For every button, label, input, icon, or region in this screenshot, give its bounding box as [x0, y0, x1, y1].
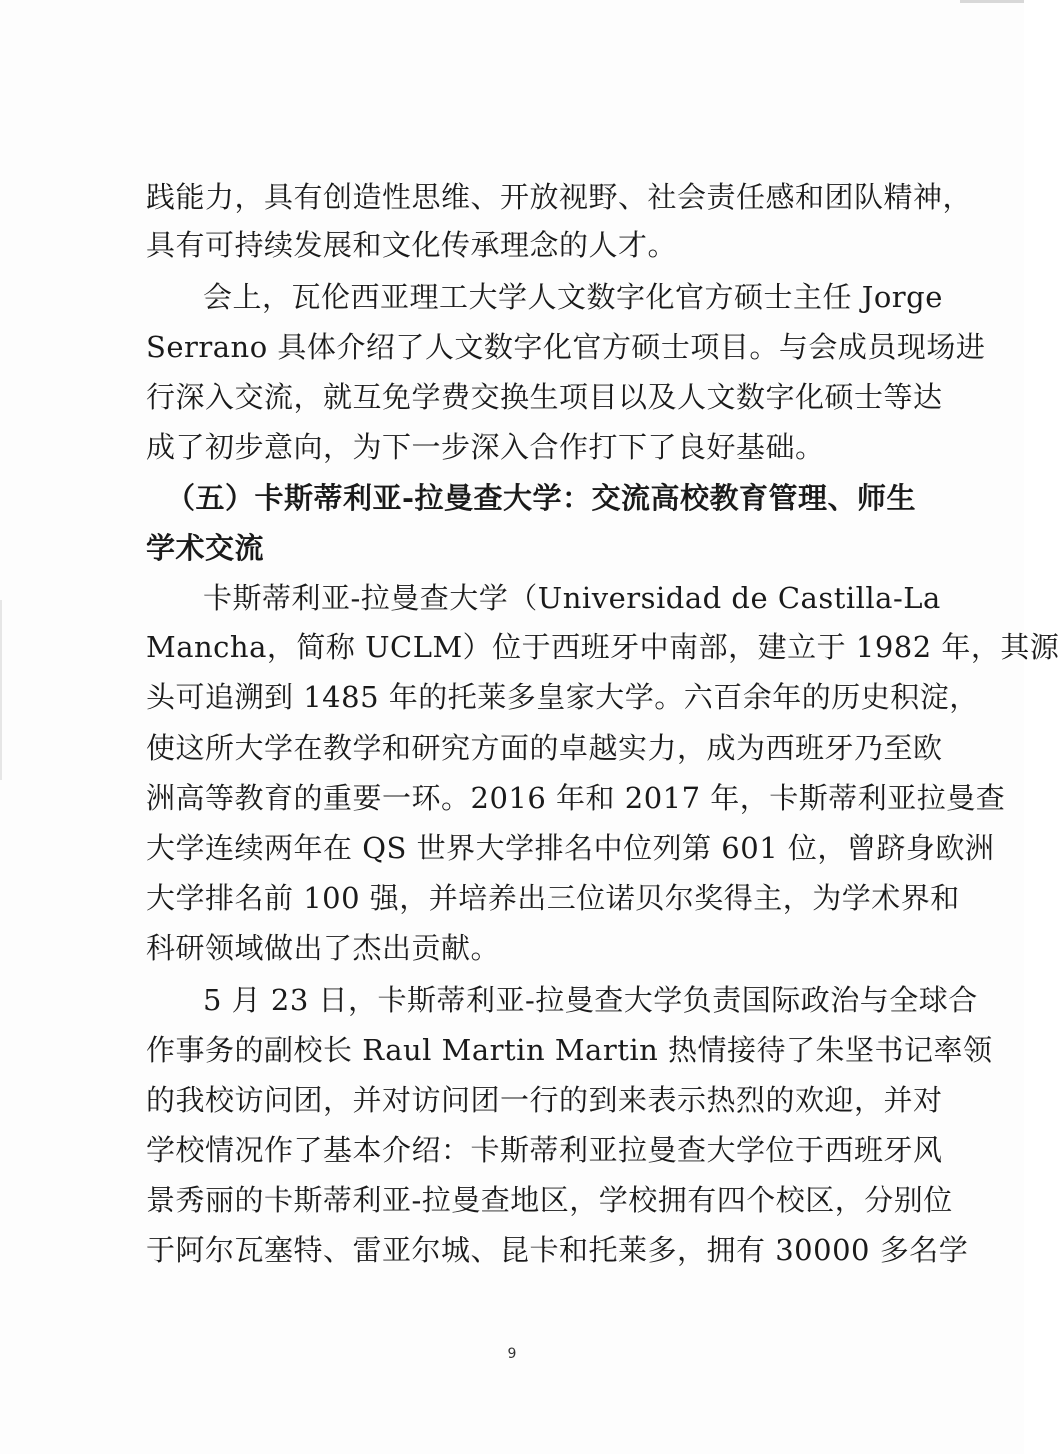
body-line: 头可追溯到 1485 年的托莱多皇家大学。六百余年的历史积淀， [146, 680, 979, 714]
body-line: 作事务的副校长 Raul Martin Martin 热情接待了朱坚书记率领 [146, 1033, 993, 1067]
body-line: 5 月 23 日，卡斯蒂利亚-拉曼查大学负责国际政治与全球合 [203, 983, 978, 1017]
body-line: 于阿尔瓦塞特、雷亚尔城、昆卡和托莱多，拥有 30000 多名学 [146, 1233, 969, 1267]
body-line: 大学连续两年在 QS 世界大学排名中位列第 601 位，曾跻身欧洲 [146, 831, 995, 865]
body-line: 学校情况作了基本介绍：卡斯蒂利亚拉曼查大学位于西班牙风 [146, 1133, 943, 1167]
body-line: 使这所大学在教学和研究方面的卓越实力，成为西班牙乃至欧 [146, 731, 943, 765]
scan-edge-shadow [0, 600, 2, 780]
section-heading: 学术交流 [146, 531, 265, 565]
body-line: 景秀丽的卡斯蒂利亚-拉曼查地区，学校拥有四个校区，分别位 [146, 1183, 953, 1217]
body-line: 大学排名前 100 强，并培养出三位诺贝尔奖得主，为学术界和 [146, 881, 960, 915]
body-line: 成了初步意向，为下一步深入合作打下了良好基础。 [146, 430, 825, 464]
page-number: 9 [507, 1346, 517, 1362]
body-line: 具有可持续发展和文化传承理念的人才。 [146, 228, 678, 262]
section-heading: （五）卡斯蒂利亚-拉曼查大学：交流高校教育管理、师生 [166, 481, 917, 515]
body-line: 践能力，具有创造性思维、开放视野、社会责任感和团队精神， [146, 180, 973, 214]
body-line: 的我校访问团，并对访问团一行的到来表示热烈的欢迎，并对 [146, 1083, 943, 1117]
body-line: 洲高等教育的重要一环。2016 年和 2017 年，卡斯蒂利亚拉曼查 [146, 781, 1006, 815]
body-line: Mancha，简称 UCLM）位于西班牙中南部，建立于 1982 年，其源 [146, 630, 1059, 664]
body-line: 会上，瓦伦西亚理工大学人文数字化官方硕士主任 Jorge [203, 280, 943, 314]
body-line: 行深入交流，就互免学费交换生项目以及人文数字化硕士等达 [146, 380, 943, 414]
body-line: 科研领域做出了杰出贡献。 [146, 931, 501, 965]
body-line: Serrano 具体介绍了人文数字化官方硕士项目。与会成员现场进 [146, 330, 986, 364]
scan-edge-rule [960, 0, 1024, 3]
body-line: 卡斯蒂利亚-拉曼查大学（Universidad de Castilla-La [203, 581, 941, 615]
